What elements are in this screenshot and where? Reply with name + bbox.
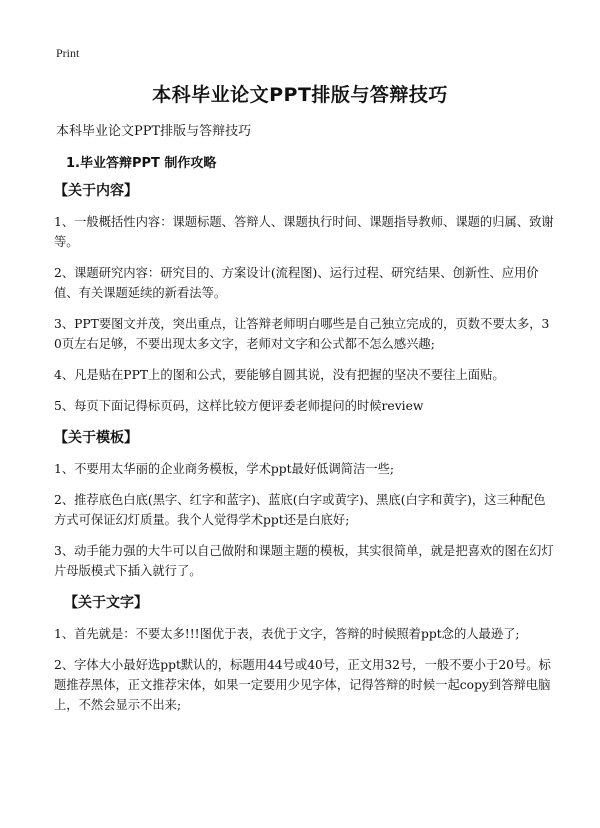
paragraph-content-1: 1、一般概括性内容：课题标题、答辩人、课题执行时间、课题指导教师、课题的归属、致谢等。 <box>54 215 554 249</box>
page-title: 本科毕业论文PPT排版与答辩技巧 <box>152 84 448 106</box>
paragraph-content-5: 5、每页下面记得标页码，这样比较方便评委老师提问的时候review <box>54 399 424 413</box>
paragraph-template-3: 3、动手能力强的大牛可以自己做附和课题主题的模板，其实很简单，就是把喜欢的图在幻灯片母版模式下插入就行了。 <box>54 544 554 578</box>
paragraph-content-3: 3、PPT要图文并茂，突出重点，让答辩老师明白哪些是自己独立完成的，页数不要太多，30页左右足够，不要出现太多文字，老师对文字和公式都不怎么感兴趣; <box>54 317 550 351</box>
heading-template: 【关于模板】 <box>54 430 138 446</box>
paragraph-content-4: 4、凡是贴在PPT上的图和公式，要能够自圆其说，没有把握的坚决不要往上面贴。 <box>54 368 505 382</box>
paragraph-content-2: 2、课题研究内容：研究目的、方案设计(流程图)、运行过程、研究结果、创新性、应用价值、有关课题延续的新看法等。 <box>54 266 539 300</box>
heading-content: 【关于内容】 <box>54 183 138 199</box>
paragraph-text-2: 2、字体大小最好选ppt默认的，标题用44号或40号，正文用32号，一般不要小于20号。标题推荐黑体，正文推荐宋体，如果一定要用少见字体，记得答辩的时候一起copy到答辩电脑上，不然会显示不出来; <box>54 658 551 712</box>
heading-text: 【关于文字】 <box>64 595 148 611</box>
paragraph-template-1: 1、不要用太华丽的企业商务模板，学术ppt最好低调简洁一些; <box>54 462 395 476</box>
paragraph-text-1: 1、首先就是：不要太多!!!图优于表，表优于文字，答辩的时候照着ppt念的人最逊了; <box>54 627 520 641</box>
content-body <box>54 180 554 726</box>
paragraph-template-2: 2、推荐底色白底(黑字、红字和蓝字)、蓝底(白字或黄字)、黑底(白字和黄字)，这三种配色方式可保证幻灯质量。我个人觉得学术ppt还是白底好; <box>54 493 546 527</box>
section-heading: 1.毕业答辩PPT 制作攻略 <box>66 156 217 171</box>
page-subtitle: 本科毕业论文PPT排版与答辩技巧 <box>56 124 252 139</box>
print-label: Print <box>56 46 80 60</box>
